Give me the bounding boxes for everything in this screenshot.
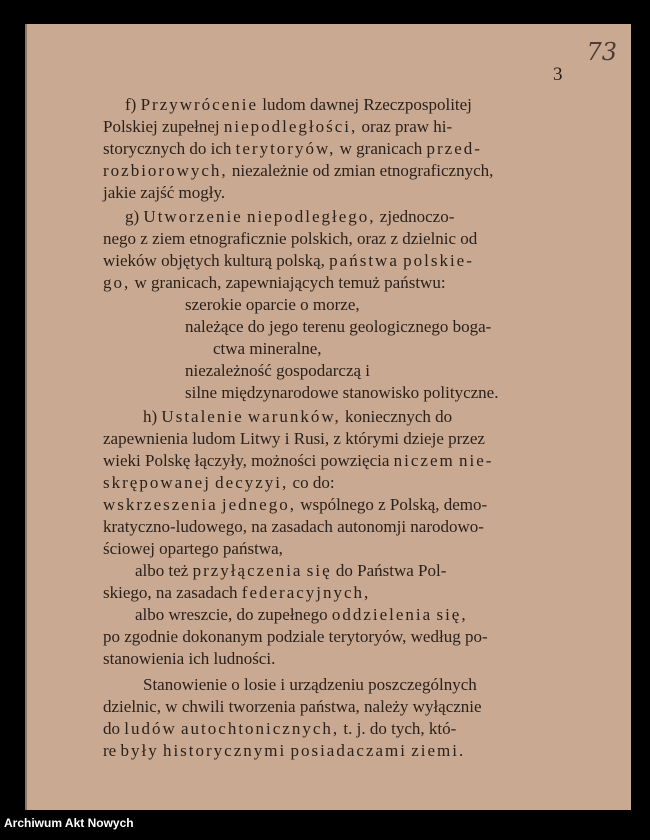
text-line: rozbiorowych, niezależnie od zmian etnograficznych,	[103, 161, 494, 180]
text-line: re były historycznymi posiadaczami ziemi.	[103, 741, 466, 760]
text-line: wieków objętych kulturą polską, państwa polskie-	[103, 251, 474, 270]
list-item: należące do jego terenu geologicznego boga-	[185, 317, 492, 336]
text-line: h) Ustalenie warunków, koniecznych do	[143, 407, 453, 426]
list-item: silne międzynarodowe stanowisko polityczne.	[185, 383, 499, 402]
document-page	[25, 24, 631, 810]
text-line: albo też przyłączenia się do Państwa Pol-	[135, 561, 447, 580]
text-line: jakie zajść mogły.	[103, 183, 226, 202]
text-line: do ludów autochtonicznych, t. j. do tych, któ-	[103, 719, 457, 738]
text-line: kratyczno-ludowego, na zasadach autonomji narodowo-	[103, 517, 484, 536]
text-line: nego z ziem etnograficznie polskich, oraz z dzielnic od	[103, 229, 478, 248]
text-line: skrępowanej decyzyi, co do:	[103, 473, 335, 492]
text-line: wskrzeszenia jednego, wspólnego z Polską, demo-	[103, 495, 488, 514]
handwritten-folio-number: 73	[586, 38, 617, 66]
text-line: Polskiej zupełnej niepodległości, oraz praw hi-	[103, 117, 453, 136]
list-item: ctwa mineralne,	[213, 339, 322, 358]
text-line: wieki Polskę łączyły, możności powzięcia niczem nie-	[103, 451, 494, 470]
text-line: g) Utworzenie niepodległego, zjednoczo-	[125, 207, 455, 226]
text-line: dzielnic, w chwili tworzenia państwa, należy wyłącznie	[103, 697, 482, 716]
text-line: storycznych do ich terytoryów, w granicach przed-	[103, 139, 482, 158]
list-item: niezależność gospodarczą i	[185, 361, 371, 380]
text-line: Stanowienie o losie i urządzeniu poszczególnych	[143, 675, 477, 694]
text-line: zapewnienia ludom Litwy i Rusi, z którymi dzieje przez	[103, 429, 485, 448]
text-line: stanowienia ich ludności.	[103, 649, 276, 668]
text-line: go, w granicach, zapewniających temuż państwu:	[103, 273, 446, 292]
page-number: 3	[553, 64, 563, 85]
text-line: po zgodnie dokonanym podziale terytoryów, według po-	[103, 627, 488, 646]
text-line: f) Przywrócenie ludom dawnej Rzeczpospolitej	[125, 95, 472, 114]
text-line: ściowej opartego państwa,	[103, 539, 283, 558]
list-item: szerokie oparcie o morze,	[185, 295, 360, 314]
archive-footer-label: Archiwum Akt Nowych	[4, 816, 134, 830]
text-line: skiego, na zasadach federacyjnych,	[103, 583, 371, 602]
text-line: albo wreszcie, do zupełnego oddzielenia się,	[135, 605, 468, 624]
